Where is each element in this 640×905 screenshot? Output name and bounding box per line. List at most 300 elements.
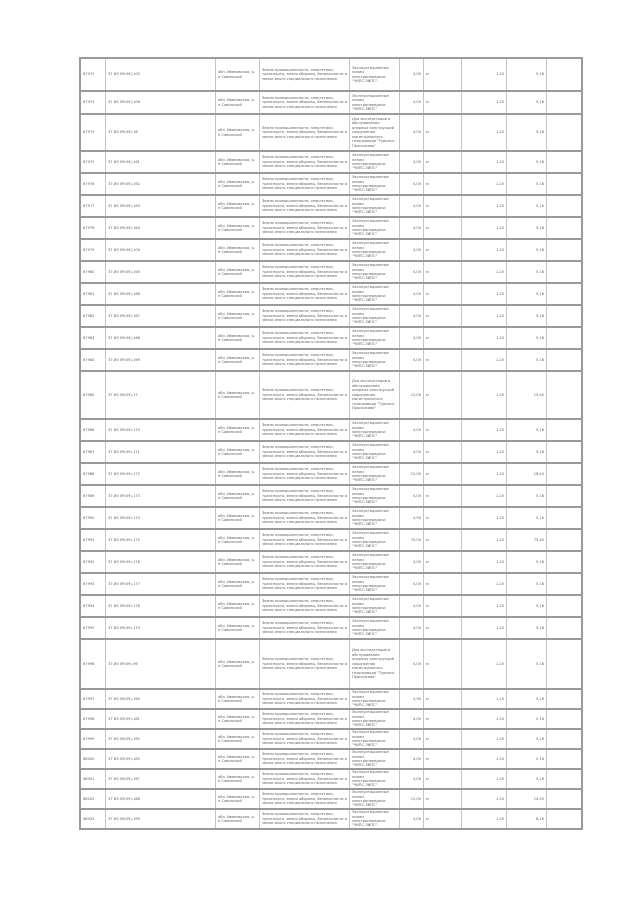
cell-unit: м <box>423 730 461 748</box>
cell-location: обл. Ивановская, р-н Савинский <box>215 115 259 150</box>
cell-area-value: 4,00 <box>399 750 423 768</box>
cell-area-value: 4,00 <box>399 350 423 370</box>
cell-permitted-use: Эксплуатационные линии электропередачи "ЧИПС-ЗИПС" <box>349 262 399 282</box>
cell-document-number: 37 ИЗ 09(09)-161 <box>105 152 215 172</box>
cell-document-number: 37 ИЗ 09(09)-179 <box>105 618 215 638</box>
cell-empty <box>546 690 583 708</box>
table-row <box>81 196 583 218</box>
cell-unit: м <box>423 464 461 484</box>
cell-rate-value: 1,20 <box>461 196 506 216</box>
cell-empty <box>546 152 583 172</box>
cell-permitted-use: Эксплуатационные линии электропередачи "ЧИПС-ЗИПС" <box>349 240 399 260</box>
cell-rate-value: 1,20 <box>461 115 506 150</box>
cell-total-value: 5,16 <box>506 640 546 688</box>
cell-permitted-use: Эксплуатационные линии электропередачи "ЧИПС-ЗИПС" <box>349 690 399 708</box>
cell-area-value: 4,00 <box>399 328 423 348</box>
cell-total-value: 5,16 <box>506 596 546 616</box>
cell-location: обл. Ивановская, р-н Савинский <box>215 750 259 768</box>
cell-empty <box>546 372 583 418</box>
cell-total-value: 5,16 <box>506 552 546 572</box>
table-row <box>81 174 583 196</box>
cell-permitted-use: Эксплуатационные линии электропередачи "ЧИПС-ЗИПС" <box>349 284 399 304</box>
cell-permitted-use: Эксплуатационные линии электропередачи "ЧИПС-ЗИПС" <box>349 328 399 348</box>
cell-document-number: 37 ИЗ 09(09)-169 <box>105 350 215 370</box>
cell-area-value: 4,00 <box>399 420 423 440</box>
cell-area-value: 4,00 <box>399 262 423 282</box>
cell-record-id: 67994 <box>83 603 95 608</box>
cell-rate-value: 1,20 <box>461 790 506 808</box>
cell-record-id: 67989 <box>83 493 95 498</box>
cell-unit: м <box>423 710 461 728</box>
cell-total-value: 5,16 <box>506 690 546 708</box>
cell-total-value: 5,16 <box>506 174 546 194</box>
cell-land-category: Земли промышленности, энергетики, транспорта, земли обороны, безопасности и земли иного специального назначения <box>259 710 349 728</box>
cell-total-value: 6,16 <box>506 810 546 828</box>
cell-land-category: Земли промышленности, энергетики, транспорта, земли обороны, безопасности и земли иного специального назначения <box>259 508 349 528</box>
table-row <box>81 530 583 552</box>
cell-land-category: Земли промышленности, энергетики, транспорта, земли обороны, безопасности и земли иного специального назначения <box>259 690 349 708</box>
cell-unit: м <box>423 115 461 150</box>
cell-area-value: 4,00 <box>399 730 423 748</box>
table-row <box>81 552 583 574</box>
cell-location: обл. Ивановская, р-н Савинский <box>215 306 259 326</box>
cell-total-value: 5,16 <box>506 306 546 326</box>
cell-rate-value: 1,20 <box>461 486 506 506</box>
cell-permitted-use: Эксплуатационные линии электропередачи "ЧИПС-ЗИПС" <box>349 174 399 194</box>
cell-total-value: 5,16 <box>506 420 546 440</box>
cell-empty <box>546 552 583 572</box>
cell-total-value: 5,16 <box>506 262 546 282</box>
cell-permitted-use: Эксплуатационные линии электропередачи "ЧИПС-ЗИПС" <box>349 196 399 216</box>
cell-empty <box>546 240 583 260</box>
cell-rate-value: 1,20 <box>461 262 506 282</box>
cell-document-number: 37 ИЗ 09(09)-104 <box>105 240 215 260</box>
cell-empty <box>546 618 583 638</box>
cell-rate-value: 1,20 <box>461 596 506 616</box>
cell-empty <box>546 115 583 150</box>
cell-rate-value: 1,20 <box>461 750 506 768</box>
cell-empty <box>546 92 583 113</box>
cell-rate-value: 1,20 <box>461 508 506 528</box>
cell-document-number: 37 ИЗ 09(09)-166 <box>105 284 215 304</box>
cell-total-value: 5,16 <box>506 710 546 728</box>
cell-unit: м <box>423 372 461 418</box>
cell-record-id: 67980 <box>83 269 95 274</box>
cell-permitted-use: Эксплуатационные линии электропередачи "ЧИПС-ЗИПС" <box>349 306 399 326</box>
cell-document-number: 37 ИЗ 09(09)-170 <box>105 420 215 440</box>
cell-unit: м <box>423 552 461 572</box>
cell-permitted-use: Эксплуатационные линии электропередачи "ЧИПС-ЗИПС" <box>349 730 399 748</box>
cell-rate-value: 1,20 <box>461 306 506 326</box>
cell-land-category: Земли промышленности, энергетики, транспорта, земли обороны, безопасности и земли иного специального назначения <box>259 464 349 484</box>
cell-area-value: 12,00 <box>399 464 423 484</box>
cell-empty <box>546 59 583 90</box>
cell-area-value: 4,00 <box>399 552 423 572</box>
cell-record-id: 67983 <box>83 335 95 340</box>
cell-permitted-use: Эксплуатационные линии электропередачи "ЧИПС-ЗИПС" <box>349 152 399 172</box>
cell-permitted-use: Эксплуатационные линии электропередачи "ЧИПС-ЗИПС" <box>349 574 399 594</box>
cell-document-number: 37 ИЗ 09(09)-176 <box>105 552 215 572</box>
cell-land-category: Земли промышленности, энергетики, транспорта, земли обороны, безопасности и земли иного специального назначения <box>259 350 349 370</box>
cell-land-category: Земли промышленности, энергетики, транспорта, земли обороны, безопасности и земли иного специального назначения <box>259 750 349 768</box>
table-row <box>81 750 583 770</box>
cell-land-category: Земли промышленности, энергетики, транспорта, земли обороны, безопасности и земли иного специального назначения <box>259 442 349 462</box>
cell-area-value: 4,00 <box>399 810 423 828</box>
cell-document-number: 37 ИЗ 09(09)-17 <box>105 372 215 418</box>
cell-total-value: 15,40 <box>506 372 546 418</box>
cell-land-category: Земли промышленности, энергетики, транспорта, земли обороны, безопасности и земли иного специального назначения <box>259 618 349 638</box>
cell-permitted-use: Эксплуатационные линии электропередачи "ЧИПС-ЗИПС" <box>349 596 399 616</box>
cell-unit: м <box>423 486 461 506</box>
table-row <box>81 770 583 790</box>
table-row <box>81 464 583 486</box>
cell-rate-value: 1,20 <box>461 442 506 462</box>
cell-location: обл. Ивановская, р-н Савинский <box>215 530 259 550</box>
table-row <box>81 730 583 750</box>
cell-record-id: 67992 <box>83 559 95 564</box>
cell-empty <box>546 508 583 528</box>
cell-area-value: 4,00 <box>399 174 423 194</box>
cell-total-value: 5,16 <box>506 770 546 788</box>
cell-total-value: 5,10 <box>506 196 546 216</box>
cell-record-id: 68002 <box>83 796 95 801</box>
cell-land-category: Земли промышленности, энергетики, транспорта, земли обороны, безопасности и земли иного специального назначения <box>259 420 349 440</box>
cell-total-value: 5,16 <box>506 486 546 506</box>
cell-location: обл. Ивановская, р-н Савинский <box>215 92 259 113</box>
cell-location: обл. Ивановская, р-н Савинский <box>215 59 259 90</box>
table-row <box>81 486 583 508</box>
cell-empty <box>546 486 583 506</box>
cell-land-category: Земли промышленности, энергетики, транспорта, земли обороны, безопасности и земли иного специального назначения <box>259 574 349 594</box>
table-row <box>81 350 583 372</box>
cell-location: обл. Ивановская, р-н Савинский <box>215 508 259 528</box>
cell-total-value: 5,16 <box>506 240 546 260</box>
cell-rate-value: 1,20 <box>461 152 506 172</box>
cell-location: обл. Ивановская, р-н Савинский <box>215 574 259 594</box>
cell-area-value: 4,00 <box>399 240 423 260</box>
cell-area-value: 4,00 <box>399 640 423 688</box>
cell-land-category: Земли промышленности, энергетики, транспорта, земли обороны, безопасности и земли иного специального назначения <box>259 730 349 748</box>
cell-area-value: 4,00 <box>399 596 423 616</box>
cell-total-value: 5,16 <box>506 152 546 172</box>
table-row <box>81 152 583 174</box>
cell-empty <box>546 464 583 484</box>
cell-total-value: 5,16 <box>506 115 546 150</box>
cell-rate-value: 1,10 <box>461 690 506 708</box>
cell-record-id: 67998 <box>83 716 95 721</box>
cell-permitted-use: Эксплуатационные линии электропередачи "ЧИПС-ЗИПС" <box>349 710 399 728</box>
cell-document-number: 37 ИЗ 09(09)-188 <box>105 790 215 808</box>
cell-unit: м <box>423 240 461 260</box>
cell-record-id: 67987 <box>83 449 95 454</box>
cell-rate-value: 1,20 <box>461 92 506 113</box>
cell-rate-value: 1,20 <box>461 552 506 572</box>
cell-empty <box>546 284 583 304</box>
cell-rate-value: 1,20 <box>461 810 506 828</box>
cell-total-value: 5,16 <box>506 59 546 90</box>
cell-area-value: 4,00 <box>399 92 423 113</box>
cell-unit: м <box>423 92 461 113</box>
cell-location: обл. Ивановская, р-н Савинский <box>215 262 259 282</box>
table-row <box>81 810 583 830</box>
cell-total-value: 5,16 <box>506 218 546 238</box>
cell-empty <box>546 770 583 788</box>
cell-unit: м <box>423 618 461 638</box>
cell-empty <box>546 420 583 440</box>
cell-permitted-use: Эксплуатационные линии электропередачи "ЧИПС-ЗИПС" <box>349 218 399 238</box>
cell-rate-value: 1,20 <box>461 240 506 260</box>
cell-record-id: 67985 <box>83 392 95 397</box>
cell-location: обл. Ивановская, р-н Савинский <box>215 730 259 748</box>
cell-empty <box>546 174 583 194</box>
cell-permitted-use: Эксплуатационные линии электропередачи "ЧИПС-ЗИПС" <box>349 618 399 638</box>
cell-land-category: Земли промышленности, энергетики, транспорта, земли обороны, безопасности и земли иного специального назначения <box>259 770 349 788</box>
cell-unit: м <box>423 218 461 238</box>
cell-land-category: Земли промышленности, энергетики, транспорта, земли обороны, безопасности и земли иного специального назначения <box>259 115 349 150</box>
cell-record-id: 67977 <box>83 203 95 208</box>
cell-unit: м <box>423 596 461 616</box>
cell-record-id: 67990 <box>83 515 95 520</box>
cell-unit: м <box>423 442 461 462</box>
cell-empty <box>546 350 583 370</box>
cell-permitted-use: Эксплуатационные линии электропередачи "ЧИПС-ЗИПС" <box>349 442 399 462</box>
cell-empty <box>546 218 583 238</box>
table-row <box>81 284 583 306</box>
land-parcel-table <box>79 57 583 830</box>
cell-record-id: 68000 <box>83 756 95 761</box>
cell-unit: м <box>423 284 461 304</box>
cell-document-number: 37 ИЗ 09(09)-189 <box>105 810 215 828</box>
table-row <box>81 710 583 730</box>
cell-rate-value: 1,20 <box>461 218 506 238</box>
cell-land-category: Земли промышленности, энергетики, транспорта, земли обороны, безопасности и земли иного специального назначения <box>259 372 349 418</box>
cell-area-value: 4,00 <box>399 306 423 326</box>
cell-total-value: 75,40 <box>506 530 546 550</box>
table-row <box>81 306 583 328</box>
table-row <box>81 574 583 596</box>
cell-area-value: 4,00 <box>399 770 423 788</box>
cell-record-id: 67972 <box>83 72 95 77</box>
cell-land-category: Земли промышленности, энергетики, транспорта, земли обороны, безопасности и земли иного специального назначения <box>259 218 349 238</box>
table-row <box>81 596 583 618</box>
cell-record-id: 67981 <box>83 291 95 296</box>
cell-rate-value: 1,20 <box>461 730 506 748</box>
cell-area-value: 4,00 <box>399 710 423 728</box>
cell-location: обл. Ивановская, р-н Савинский <box>215 350 259 370</box>
cell-area-value: 4,00 <box>399 486 423 506</box>
cell-empty <box>546 790 583 808</box>
cell-empty <box>546 262 583 282</box>
cell-location: обл. Ивановская, р-н Савинский <box>215 770 259 788</box>
cell-area-value: 4,00 <box>399 152 423 172</box>
cell-permitted-use: Эксплуатационные линии электропередачи "ЧИПС-ЗИПС" <box>349 350 399 370</box>
cell-document-number: 37 ИЗ 09(09)-178 <box>105 596 215 616</box>
cell-document-number: 37 ИЗ 09(09)-174 <box>105 508 215 528</box>
cell-land-category: Земли промышленности, энергетики, транспорта, земли обороны, безопасности и земли иного специального назначения <box>259 790 349 808</box>
cell-unit: м <box>423 690 461 708</box>
cell-record-id: 67993 <box>83 581 95 586</box>
cell-unit: м <box>423 790 461 808</box>
cell-rate-value: 1,20 <box>461 640 506 688</box>
cell-rate-value: 1,20 <box>461 710 506 728</box>
cell-rate-value: 1,20 <box>461 618 506 638</box>
cell-unit: м <box>423 508 461 528</box>
cell-permitted-use: Эксплуатационные линии электропередачи "ЧИПС-ЗИПС" <box>349 464 399 484</box>
cell-empty <box>546 750 583 768</box>
cell-location: обл. Ивановская, р-н Савинский <box>215 284 259 304</box>
cell-document-number: 37 ИЗ 09(09)-180 <box>105 690 215 708</box>
cell-land-category: Земли промышленности, энергетики, транспорта, земли обороны, безопасности и земли иного специального назначения <box>259 328 349 348</box>
cell-rate-value: 1,20 <box>461 59 506 90</box>
cell-document-number: 37 ИЗ 09(09)-182 <box>105 730 215 748</box>
table-row <box>81 59 583 92</box>
land-table-body <box>81 59 581 830</box>
table-row <box>81 115 583 152</box>
cell-location: обл. Ивановская, р-н Савинский <box>215 596 259 616</box>
cell-unit: м <box>423 750 461 768</box>
cell-record-id: 67991 <box>83 537 95 542</box>
cell-area-value: 4,00 <box>399 618 423 638</box>
cell-permitted-use: Эксплуатационные линии электропередачи "ЧИПС-ЗИПС" <box>349 552 399 572</box>
cell-rate-value: 1,20 <box>461 372 506 418</box>
cell-record-id: 67997 <box>83 696 95 701</box>
cell-area-value: 4,00 <box>399 284 423 304</box>
cell-land-category: Земли промышленности, энергетики, транспорта, земли обороны, безопасности и земли иного специального назначения <box>259 640 349 688</box>
cell-area-value: 4,00 <box>399 218 423 238</box>
cell-unit: м <box>423 574 461 594</box>
table-row <box>81 92 583 115</box>
cell-unit: м <box>423 174 461 194</box>
cell-land-category: Земли промышленности, энергетики, транспорта, земли обороны, безопасности и земли иного специального назначения <box>259 59 349 90</box>
cell-unit: м <box>423 262 461 282</box>
cell-unit: м <box>423 306 461 326</box>
cell-record-id: 67995 <box>83 625 95 630</box>
cell-location: обл. Ивановская, р-н Савинский <box>215 486 259 506</box>
cell-area-value: 4,00 <box>399 59 423 90</box>
cell-total-value: 5,10 <box>506 508 546 528</box>
cell-total-value: 5,16 <box>506 284 546 304</box>
cell-document-number: 37 ИЗ 09(09)-181 <box>105 710 215 728</box>
cell-document-number: 37 ИЗ 09(09)-165 <box>105 262 215 282</box>
cell-land-category: Земли промышленности, энергетики, транспорта, земли обороны, безопасности и земли иного специального назначения <box>259 92 349 113</box>
cell-empty <box>546 730 583 748</box>
cell-unit: м <box>423 152 461 172</box>
cell-document-number: 37 ИЗ 09(09)-164 <box>105 218 215 238</box>
cell-empty <box>546 810 583 828</box>
cell-record-id: 67974 <box>83 130 95 135</box>
cell-record-id: 67996 <box>83 661 95 666</box>
cell-land-category: Земли промышленности, энергетики, транспорта, земли обороны, безопасности и земли иного специального назначения <box>259 196 349 216</box>
cell-record-id: 68003 <box>83 816 95 821</box>
cell-total-value: 5,16 <box>506 442 546 462</box>
cell-empty <box>546 196 583 216</box>
cell-location: обл. Ивановская, р-н Савинский <box>215 372 259 418</box>
cell-area-value: 4,00 <box>399 574 423 594</box>
cell-unit: м <box>423 59 461 90</box>
cell-document-number: 37 ИЗ 09(09)-105 <box>105 59 215 90</box>
cell-location: обл. Ивановская, р-н Савинский <box>215 464 259 484</box>
cell-total-value: 5,16 <box>506 730 546 748</box>
cell-location: обл. Ивановская, р-н Савинский <box>215 810 259 828</box>
cell-land-category: Земли промышленности, энергетики, транспорта, земли обороны, безопасности и земли иного специального назначения <box>259 552 349 572</box>
table-row <box>81 218 583 240</box>
cell-permitted-use: Для эксплуатации и обслуживания опорных конструкций сооружения магистрального газопровода "Туринск-Проскоково" <box>349 372 399 418</box>
cell-total-value: 18,40 <box>506 464 546 484</box>
cell-area-value: 4,00 <box>399 115 423 150</box>
table-row <box>81 240 583 262</box>
table-row <box>81 328 583 350</box>
cell-total-value: 14,45 <box>506 790 546 808</box>
cell-total-value: 5,16 <box>506 618 546 638</box>
cell-record-id: 67973 <box>83 100 95 105</box>
cell-permitted-use: Эксплуатационные линии электропередачи "ЧИПС-ЗИПС" <box>349 750 399 768</box>
cell-document-number: 37 ИЗ 09(09)-172 <box>105 464 215 484</box>
cell-document-number: 37 ИЗ 09(09)-167 <box>105 306 215 326</box>
cell-total-value: 5,16 <box>506 574 546 594</box>
cell-document-number: 37 ИЗ 09(09)-162 <box>105 174 215 194</box>
cell-total-value: 5,16 <box>506 92 546 113</box>
cell-document-number: 37 ИЗ 09(09)-185 <box>105 750 215 768</box>
cell-document-number: 37 ИЗ 09(09)-173 <box>105 486 215 506</box>
cell-unit: м <box>423 350 461 370</box>
cell-unit: м <box>423 810 461 828</box>
table-row <box>81 640 583 690</box>
cell-location: обл. Ивановская, р-н Савинский <box>215 618 259 638</box>
cell-total-value: 5,16 <box>506 328 546 348</box>
cell-rate-value: 1,20 <box>461 350 506 370</box>
table-row <box>81 618 583 640</box>
cell-location: обл. Ивановская, р-н Савинский <box>215 218 259 238</box>
cell-document-number: 37 ИЗ 09(09)-163 <box>105 196 215 216</box>
cell-land-category: Земли промышленности, энергетики, транспорта, земли обороны, безопасности и земли иного специального назначения <box>259 596 349 616</box>
cell-permitted-use: Эксплуатационные линии электропередачи "ЧИПС-ЗИПС" <box>349 770 399 788</box>
cell-total-value: 5,16 <box>506 350 546 370</box>
cell-location: обл. Ивановская, р-н Савинский <box>215 196 259 216</box>
table-row <box>81 508 583 530</box>
cell-area-value: 4,00 <box>399 442 423 462</box>
cell-record-id: 67999 <box>83 736 95 741</box>
cell-record-id: 67986 <box>83 427 95 432</box>
cell-area-value: 4,90 <box>399 690 423 708</box>
cell-permitted-use: Для эксплуатации и обслуживания опорных конструкций сооружения магистрального газопровода "Туринск-Проскоково" <box>349 115 399 150</box>
cell-unit: м <box>423 420 461 440</box>
cell-permitted-use: Эксплуатационные линии электропередачи "ЧИПС-ЗИПС" <box>349 790 399 808</box>
table-row <box>81 420 583 442</box>
cell-empty <box>546 530 583 550</box>
cell-area-value: 4,00 <box>399 196 423 216</box>
cell-document-number: 37 ИЗ 09(09)-175 <box>105 530 215 550</box>
table-row <box>81 442 583 464</box>
cell-permitted-use: Эксплуатационные линии электропередачи "ЧИПС-ЗИПС" <box>349 486 399 506</box>
cell-record-id: 67988 <box>83 471 95 476</box>
cell-document-number: 37 ИЗ 09(09)-187 <box>105 770 215 788</box>
cell-land-category: Земли промышленности, энергетики, транспорта, земли обороны, безопасности и земли иного специального назначения <box>259 174 349 194</box>
cell-permitted-use: Эксплуатационные линии электропередачи "ЧИПС-ЗИПС" <box>349 92 399 113</box>
cell-empty <box>546 574 583 594</box>
cell-rate-value: 1,20 <box>461 284 506 304</box>
cell-empty <box>546 596 583 616</box>
cell-area-value: 12,00 <box>399 372 423 418</box>
cell-empty <box>546 442 583 462</box>
cell-location: обл. Ивановская, р-н Савинский <box>215 790 259 808</box>
cell-rate-value: 1,20 <box>461 530 506 550</box>
cell-document-number: 37 ИЗ 09(09)-168 <box>105 328 215 348</box>
cell-record-id: 67975 <box>83 159 95 164</box>
cell-record-id: 67984 <box>83 357 95 362</box>
cell-record-id: 67982 <box>83 313 95 318</box>
cell-rate-value: 1,20 <box>461 464 506 484</box>
cell-record-id: 67978 <box>83 225 95 230</box>
